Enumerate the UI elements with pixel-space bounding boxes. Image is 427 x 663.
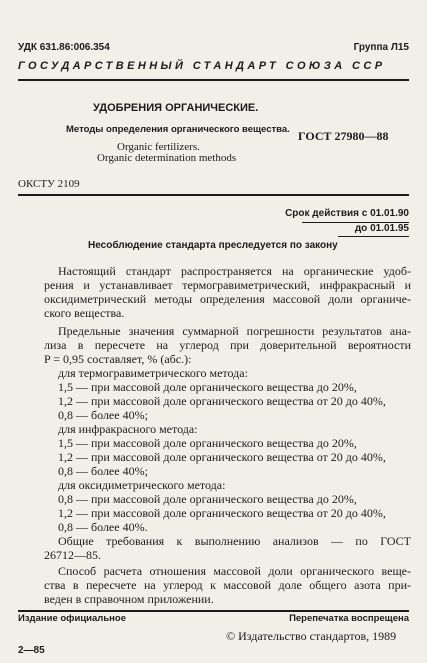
body-line: веден в справочном приложении. xyxy=(44,593,214,606)
body-line: оксидиметрический методы определения массовой доли органиче- xyxy=(44,293,411,306)
body-line: для термогравиметрического метода: xyxy=(58,367,248,380)
body-line: лиза в пересчете на углерод при доверительной вероятности xyxy=(44,339,411,352)
udk-code: УДК 631.86:006.354 xyxy=(18,42,110,53)
body-line: для инфракрасного метода: xyxy=(58,423,198,436)
title-rule xyxy=(18,194,409,196)
body-line: 1,2 — при массовой доле органического вещества от 20 до 40%, xyxy=(58,507,386,520)
okstu-code: ОКСТУ 2109 xyxy=(18,178,80,190)
body-line: 0,8 — при массовой доле органического вещества до 20%, xyxy=(58,493,357,506)
official-edition: Издание официальное xyxy=(18,613,126,624)
body-line: 1,5 — при массовой доле органического вещества до 20%, xyxy=(58,437,357,450)
group-code: Группа Л15 xyxy=(353,42,409,53)
body-line: 1,2 — при массовой доле органического вещества от 20 до 40%, xyxy=(58,395,386,408)
reprint-notice: Перепечатка воспрещена xyxy=(289,613,409,624)
body-line: 0,8 — более 40%; xyxy=(58,409,148,422)
body-line: Предельные значения суммарной погрешности результатов ана- xyxy=(58,325,411,338)
body-line: Настоящий стандарт распространяется на органические удоб- xyxy=(58,265,411,278)
copyright: © Издательство стандартов, 1989 xyxy=(226,629,397,643)
page-code: 2—85 xyxy=(18,645,45,656)
document-title: УДОБРЕНИЯ ОРГАНИЧЕСКИЕ. xyxy=(93,102,259,114)
body-line: 0,8 — более 40%. xyxy=(58,521,148,534)
body-line: P = 0,95 составляет, % (абс.): xyxy=(44,353,192,366)
gost-number: ГОСТ 27980—88 xyxy=(298,129,389,143)
body-line: Способ расчета отношения массовой доли органического веще- xyxy=(58,565,411,578)
validity-from: Срок действия с 01.01.90 xyxy=(285,208,409,219)
document-subtitle: Методы определения органического вещества. xyxy=(66,124,290,135)
body-line: ства в пересчете на углерод к массовой доле общего азота при- xyxy=(44,579,411,592)
body-line: рения и устанавливает термогравиметрический, инфракрасный и xyxy=(44,279,411,292)
validity-underline-2 xyxy=(338,236,409,237)
title-english-2: Organic determination methods xyxy=(97,152,237,164)
footer-rule xyxy=(18,610,409,612)
legal-notice: Несоблюдение стандарта преследуется по закону xyxy=(88,240,338,251)
header-rule xyxy=(18,79,409,81)
body-line: для оксидиметрического метода: xyxy=(58,479,226,492)
body-line: Общие требования к выполнению анализов — по ГОСТ xyxy=(58,535,411,548)
state-standard-banner: ГОСУДАРСТВЕННЫЙ СТАНДАРТ СОЮЗА ССР xyxy=(18,60,386,72)
body-line: 1,5 — при массовой доле органического вещества до 20%, xyxy=(58,381,357,394)
body-line: 26712—85. xyxy=(44,549,101,562)
validity-to: до 01.01.95 xyxy=(354,223,409,234)
title-english-1: Organic fertilizers. xyxy=(117,141,200,153)
body-line: ского вещества. xyxy=(44,307,125,320)
body-line: 1,2 — при массовой доле органического вещества от 20 до 40%, xyxy=(58,451,386,464)
body-line: 0,8 — более 40%; xyxy=(58,465,148,478)
